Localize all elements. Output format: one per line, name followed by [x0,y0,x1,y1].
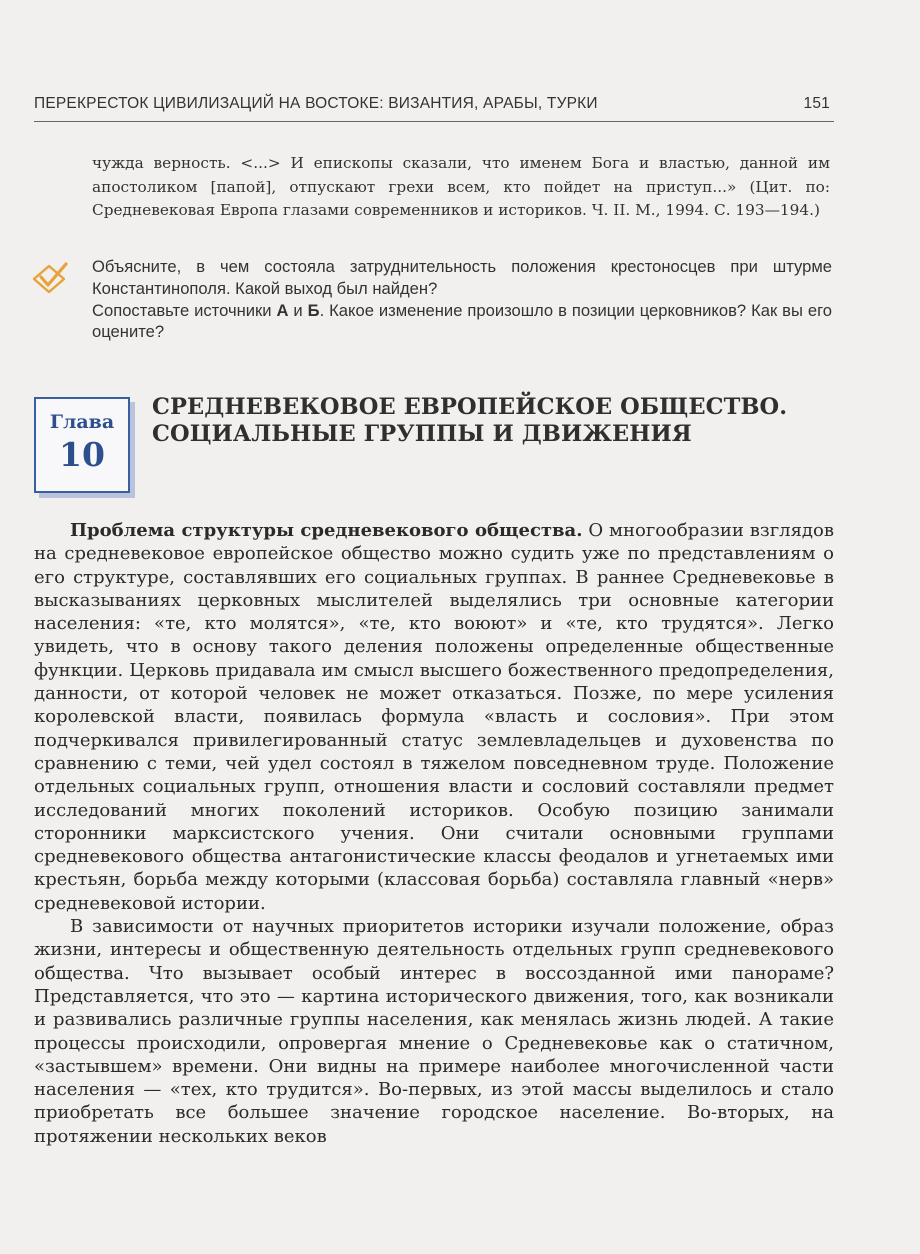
review-questions [92,256,832,343]
section-heading: Проблема структуры средневекового общества. [70,520,583,541]
running-title: ПЕРЕКРЕСТОК ЦИВИЛИЗАЦИЙ НА ВОСТОКЕ: ВИЗАНТИЯ, АРАБЫ, ТУРКИ [34,95,598,112]
paragraph-2: В зависимости от научных приоритетов историки изучали положение, образ жизни, интересы и общественную деятельность отдельных групп средневекового общества. Что вызывает особый интерес в воссозданной ими панораме? Представляется, что это — картина исторического движения, того, как возникали и развивались различные группы населения, как менялась жизнь людей. А такие процессы происходили, опровергая мнение о Средневековье как о статичном, «застывшем» времени. Они видны на примере наиболее многочисленной части населения — «тех, кто трудится». Во-первых, из этой массы выделилось и стало приобретать все большее значение городское население. Во-вторых, на протяжении нескольких веков [34,916,834,1147]
paragraph-1: Проблема структуры средневекового общества. О многообразии взглядов на средневековое европейское общество можно судить уже по представлениям о его структуре, составлявших его социальных группах. В раннее Средневековье в высказываниях церковных мыслителей выделялись три основные категории населения: «те, кто молятся», «те, кто воюют» и «те, кто трудятся». Легко увидеть, что в основу такого деления положены определенные общественные функции. Церковь придавала им смысл высшего божественного предопределения, данности, от которой человек не может отказаться. Позже, по мере усиления королевской власти, появилась формула «власть и сословия». При этом подчеркивался привилегированный статус землевладельцев и духовенства по сравнению с теми, чей удел состоял в тяжелом повседневном труде. Положение отдельных социальных групп, отношения власти и сословий составляли предмет исследований многих поколений историков. Особую позицию занимали сторонники марксистского учения. Они считали основными группами средневекового общества антагонистические классы феодалов и угнетаемых ими крестьян, борьба между которыми (классовая борьба) составляла главный «нерв» средневековой истории. [34,520,834,914]
chapter-title [152,394,832,448]
source-a-label: А [276,300,289,320]
running-header [34,95,830,113]
source-quote: чужда верность. <...> И епископы сказали, что именем Бога и властью, данной им апостоликом [папой], отпускают грехи всем, кто пойдет на приступ...» (Цит. по: Средневековая Европа глазами современников и историков. Ч. II. М., 1994. С. 193—194.) [92,154,830,219]
page-number: 151 [803,95,830,112]
chapter-badge [34,397,130,493]
source-b-label: Б [307,300,320,320]
chapter-title-line-2: СОЦИАЛЬНЫЕ ГРУППЫ И ДВИЖЕНИЯ [152,421,692,447]
chapter-title-line-1: СРЕДНЕВЕКОВОЕ ЕВРОПЕЙСКОЕ ОБЩЕСТВО. [152,394,788,420]
chapter-body [34,519,834,1148]
chapter-label: Глава [49,411,115,433]
checkmark-icon [30,262,68,296]
chapter-number: 10 [59,435,105,474]
question-2: Сопоставьте источники А и Б. Какое изменение произошло в позиции церковников? Как вы его оцените? [92,300,832,342]
question-1: Объясните, в чем состояла затруднительность положения крестоносцев при штурме Константинополя. Какой выход был найден? [92,257,832,298]
header-divider [34,121,834,122]
